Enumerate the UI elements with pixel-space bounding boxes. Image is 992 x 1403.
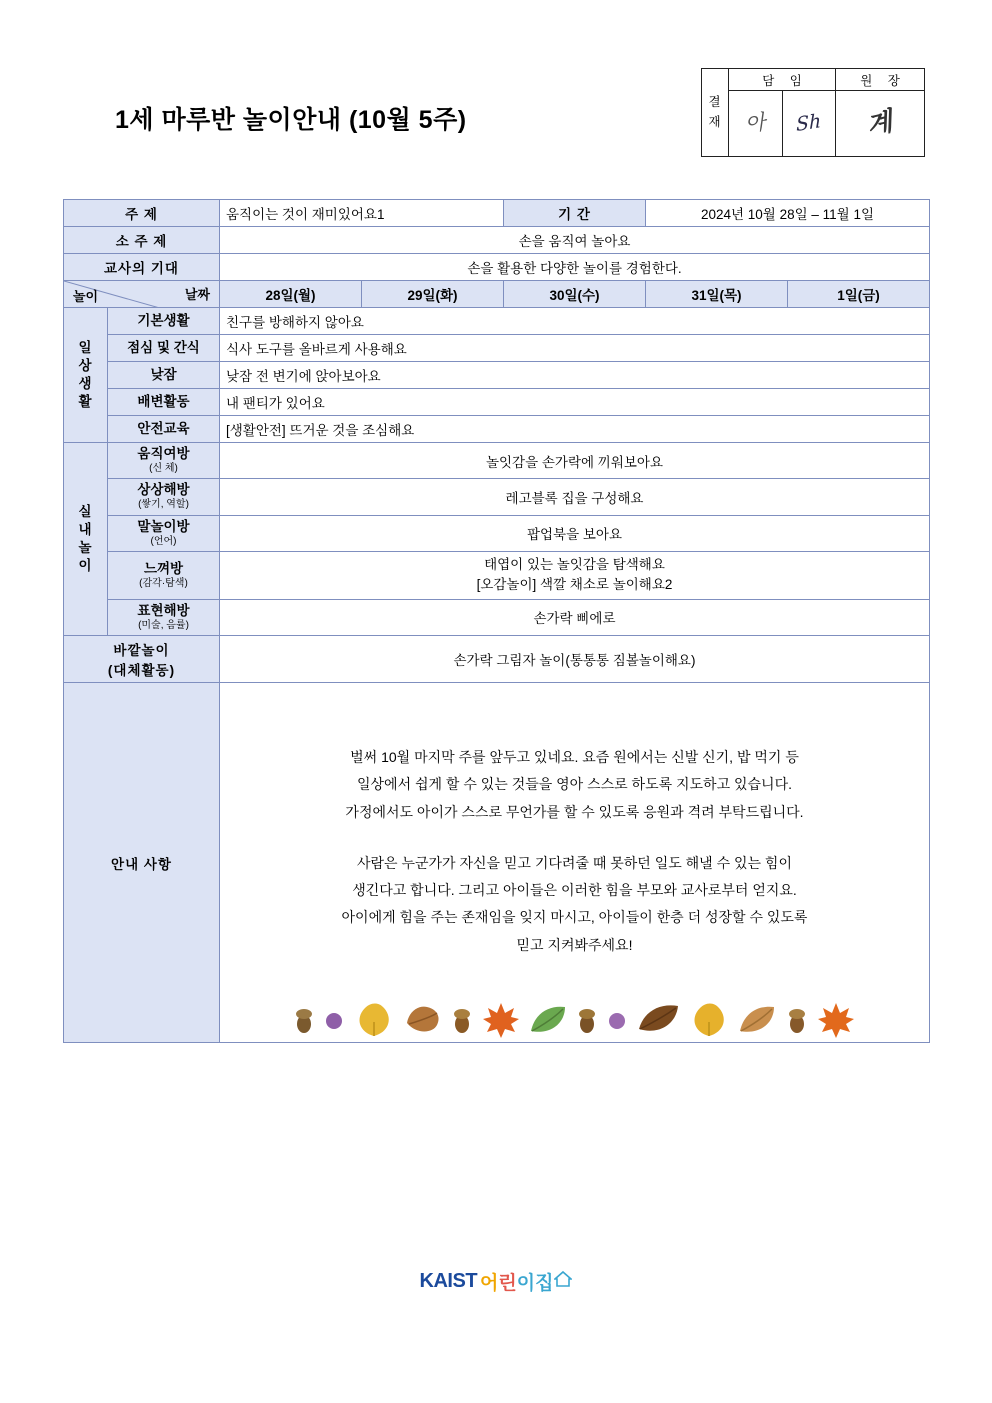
table-row-safety — [64, 416, 930, 443]
day-header-corner-top: 날짜 — [184, 287, 210, 302]
group-label-daily-life-char-4: 활 — [78, 394, 93, 410]
row-value-safety: [생활안전] 뜨거운 것을 조심해요 — [220, 416, 930, 443]
table-row-expression — [64, 599, 930, 635]
table-row-sensory — [64, 552, 930, 600]
approval-label-line1: 결 — [708, 95, 722, 110]
row-label-sensory-main: 느껴방 — [143, 560, 184, 576]
green-leaf-icon — [529, 1003, 569, 1037]
notice-paragraph-gap — [268, 826, 881, 850]
row-label-toilet: 배변활동 — [108, 389, 220, 416]
row-label-movement-main: 움직여방 — [137, 446, 190, 461]
notice-p2-l2: 생긴다고 합니다. 그리고 아이들은 이러한 힘을 부모와 교사로부터 얻지요. — [352, 882, 797, 899]
subtheme-value: 손을 움직여 놀아요 — [220, 227, 930, 254]
approval-signature-3 — [836, 91, 925, 157]
row-value-sensory-line2: [오감놀이] 색깔 채소로 놀이해요2 — [476, 577, 673, 593]
row-label-movement-sub: (신 체) — [149, 462, 178, 474]
row-label-outdoor-play-line2: (대체활동) — [107, 663, 176, 678]
day-header-corner — [64, 281, 220, 308]
acorn-icon — [786, 1005, 808, 1035]
daycare-wordmark-part1: 어 — [480, 1273, 499, 1294]
notice-p2-l1: 사람은 누군가가 자신을 믿고 기다려줄 때 못하던 일도 해낼 수 있는 힘이 — [357, 854, 792, 871]
table-row-basic-life — [64, 308, 930, 335]
row-label-language-sub: (언어) — [150, 535, 177, 547]
table-row-nap — [64, 362, 930, 389]
table-row-movement — [64, 443, 930, 479]
approval-signature-1 — [729, 91, 783, 157]
row-value-outdoor-play: 손가락 그림자 놀이(통통통 짐볼놀이해요) — [220, 636, 930, 683]
row-value-nap: 낮잠 전 변기에 앉아보아요 — [220, 362, 930, 389]
row-label-expression-main: 표현해방 — [137, 602, 190, 618]
daycare-wordmark — [480, 1273, 553, 1294]
oak-leaf-icon — [403, 1003, 443, 1037]
table-row-notice — [64, 683, 930, 1043]
theme-value: 움직이는 것이 재미있어요1 — [220, 200, 504, 227]
row-value-movement: 놀잇감을 손가락에 끼워보아요 — [220, 443, 930, 479]
notice-text — [226, 686, 923, 1039]
row-value-expression: 손가락 삐에로 — [220, 599, 930, 635]
group-label-indoor-play — [64, 443, 108, 636]
group-label-indoor-play-char-4: 이 — [78, 558, 93, 574]
row-label-sensory-sub: (감각·탐색) — [139, 577, 188, 589]
page-title: 1세 마루반 놀이안내 (10월 5주) — [115, 106, 467, 134]
day-header-wed: 30일(수) — [504, 281, 646, 308]
notice-p1-l3: 가정에서도 아이가 스스로 무언가를 할 수 있도록 응원과 격려 부탁드립니다. — [345, 803, 804, 820]
daycare-wordmark-part3: 이집 — [516, 1273, 554, 1294]
group-label-indoor-play-char-3: 놀 — [78, 540, 93, 555]
brown-leaf-icon — [636, 1003, 680, 1037]
group-label-daily-life — [64, 308, 108, 443]
row-label-lunch-snack: 점심 및 간식 — [108, 335, 220, 362]
notice-body — [220, 683, 930, 1043]
approval-col-teacher: 담 임 — [729, 69, 836, 91]
table-row-language — [64, 515, 930, 551]
row-value-imagination: 레고블록 집을 구성해요 — [220, 479, 930, 515]
table-row-lunch-snack — [64, 335, 930, 362]
day-header-tue: 29일(화) — [362, 281, 504, 308]
approval-label — [702, 69, 729, 157]
notice-p1-l1: 벌써 10월 마지막 주를 앞두고 있네요. 요즘 원에서는 신발 신기, 밥 먹기 등 — [350, 749, 799, 765]
expectation-value: 손을 활용한 다양한 놀이를 경험한다. — [220, 254, 930, 281]
row-label-imagination-main: 상상해방 — [137, 482, 190, 498]
table-row-toilet — [64, 389, 930, 416]
row-value-sensory-line1: 태엽이 있는 놀잇감을 탐색해요 — [484, 557, 665, 573]
row-label-expression — [108, 599, 220, 635]
row-label-safety: 안전교육 — [108, 416, 220, 443]
signature-mark-2: Sh — [796, 109, 822, 137]
period-label: 기 간 — [504, 200, 646, 227]
row-label-expression-sub: (미술, 음률) — [138, 619, 189, 631]
group-label-indoor-play-char-2: 내 — [78, 521, 93, 537]
weekly-plan-table — [63, 199, 930, 1043]
row-value-basic-life: 친구를 방해하지 않아요 — [220, 308, 930, 335]
acorn-icon — [293, 1005, 315, 1035]
group-label-daily-life-char-2: 상 — [78, 357, 93, 373]
row-value-language: 팝업북을 보아요 — [220, 515, 930, 551]
row-label-nap: 낮잠 — [108, 362, 220, 389]
group-label-daily-life-char-3: 생 — [78, 376, 93, 391]
theme-label: 주 제 — [64, 200, 220, 227]
berry-icon — [606, 1008, 628, 1032]
row-label-imagination — [108, 479, 220, 515]
notice-label: 안내 사항 — [64, 683, 220, 1043]
ginkgo-leaf-icon — [688, 1002, 730, 1038]
maple-leaf-icon — [816, 1001, 856, 1039]
signature-mark-1: 아 — [744, 110, 767, 136]
day-header-thu: 31일(목) — [646, 281, 788, 308]
berry-icon — [323, 1008, 345, 1032]
maple-leaf-icon — [481, 1001, 521, 1039]
notice-p2-l4: 믿고 지켜봐주세요! — [516, 936, 633, 953]
daycare-wordmark-part2: 린 — [498, 1273, 517, 1294]
group-label-indoor-play-char-1: 실 — [78, 503, 93, 519]
day-header-mon: 28일(월) — [220, 281, 362, 308]
row-label-imagination-sub: (쌓기, 역할) — [138, 499, 189, 511]
row-label-outdoor-play-line1: 바깥놀이 — [113, 643, 170, 658]
notice-p2-l3: 아이에게 힘을 주는 존재임을 잊지 마시고, 아이들이 한층 더 성장할 수 있도록 — [341, 909, 808, 926]
notice-p1-l2: 일상에서 쉽게 할 수 있는 것들을 영아 스스로 하도록 지도하고 있습니다. — [357, 776, 792, 793]
autumn-leaves-decoration — [268, 1001, 881, 1039]
house-icon — [554, 1270, 572, 1293]
approval-col-director: 원 장 — [836, 69, 925, 91]
row-value-sensory — [220, 552, 930, 600]
ginkgo-leaf-icon — [353, 1002, 395, 1038]
table-row-theme — [64, 200, 930, 227]
table-row-day-header — [64, 281, 930, 308]
group-label-daily-life-char-1: 일 — [78, 339, 93, 355]
table-row-outdoor-play — [64, 636, 930, 683]
row-label-outdoor-play — [64, 636, 220, 683]
period-value: 2024년 10월 28일 – 11월 1일 — [646, 200, 930, 227]
day-header-fri: 1일(금) — [788, 281, 930, 308]
acorn-icon — [451, 1005, 473, 1035]
acorn-icon — [576, 1005, 598, 1035]
footer-logo — [0, 1268, 992, 1295]
table-row-subtheme — [64, 227, 930, 254]
approval-label-line2: 재 — [708, 114, 722, 129]
row-value-lunch-snack: 식사 도구를 올바르게 사용해요 — [220, 335, 930, 362]
day-header-corner-bottom: 놀이 — [73, 289, 99, 304]
approval-box — [701, 68, 925, 157]
row-label-language — [108, 515, 220, 551]
table-row-imagination — [64, 479, 930, 515]
row-label-sensory — [108, 552, 220, 600]
row-label-language-main: 말놀이방 — [137, 518, 190, 534]
subtheme-label: 소 주 제 — [64, 227, 220, 254]
row-value-toilet: 내 팬티가 있어요 — [220, 389, 930, 416]
expectation-label: 교사의 기대 — [64, 254, 220, 281]
table-row-expectation — [64, 254, 930, 281]
signature-mark-3: 계 — [864, 106, 896, 141]
approval-signature-2 — [783, 91, 836, 157]
row-label-basic-life: 기본생활 — [108, 308, 220, 335]
kaist-wordmark: KAIST — [419, 1270, 478, 1292]
tan-leaf-icon — [738, 1003, 778, 1037]
row-label-movement — [108, 443, 220, 479]
